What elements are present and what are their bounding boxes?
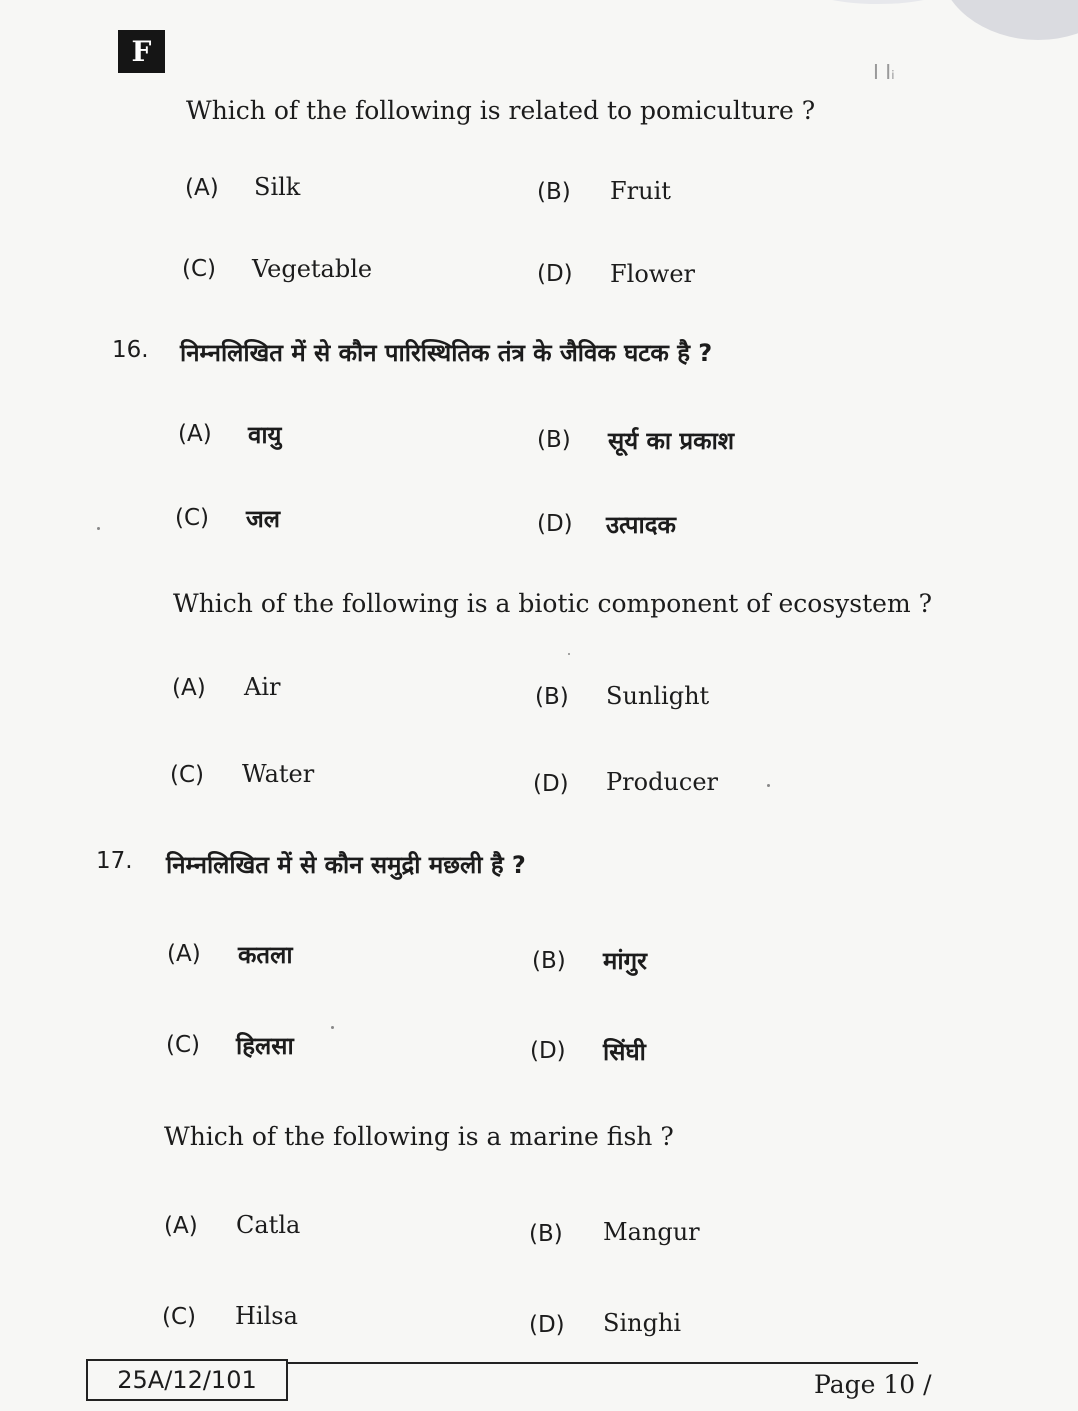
option-d-label: (D)	[537, 261, 573, 287]
option-b-label: (B)	[537, 427, 571, 453]
option-c-text: जल	[246, 505, 281, 533]
option-c-label: (C)	[162, 1304, 197, 1330]
option-a-label: (A)	[185, 175, 219, 201]
option-d-text: Singhi	[603, 1309, 682, 1337]
option-d-label: (D)	[530, 1038, 566, 1064]
question-17-en-text: Which of the following is a marine fish ?	[164, 1122, 674, 1151]
option-a-text: Air	[244, 673, 281, 701]
set-badge: F	[118, 30, 165, 73]
option-a-label: (A)	[178, 421, 212, 447]
scan-speck	[331, 1026, 334, 1029]
option-b-label: (B)	[537, 179, 571, 205]
option-c-text: Water	[242, 760, 315, 788]
question-15-en-text: Which of the following is related to pomiculture ?	[186, 96, 816, 125]
scan-speck	[767, 784, 770, 787]
option-a-text: वायु	[248, 421, 282, 449]
option-c-text: Vegetable	[252, 255, 373, 283]
page-number: Page 10 /	[814, 1370, 932, 1399]
question-16-hi-text: निम्नलिखित में से कौन पारिस्थितिक तंत्र के जैविक घटक है ?	[180, 339, 713, 367]
option-d-label: (D)	[537, 511, 573, 537]
option-a-text: कतला	[238, 941, 293, 969]
option-a-label: (A)	[164, 1213, 198, 1239]
option-a-text: Catla	[236, 1211, 301, 1239]
option-d-text: सिंघी	[603, 1038, 646, 1066]
option-b-text: Sunlight	[606, 682, 710, 710]
scan-speck	[97, 527, 100, 530]
option-d-text: Producer	[606, 768, 719, 796]
option-d-label: (D)	[529, 1312, 565, 1338]
option-c-text: हिलसा	[236, 1032, 294, 1060]
question-16-number: 16.	[112, 337, 149, 363]
option-b-text: मांगुर	[603, 947, 647, 975]
paper-code: 25A/12/101	[86, 1359, 288, 1401]
page-corner-shadow-top	[798, 0, 958, 4]
option-c-label: (C)	[170, 762, 205, 788]
option-a-label: (A)	[172, 675, 206, 701]
margin-mark: I Iᵢ	[873, 60, 895, 84]
option-d-text: उत्पादक	[606, 511, 676, 539]
option-a-text: Silk	[254, 173, 301, 201]
option-c-label: (C)	[182, 256, 217, 282]
option-b-text: सूर्य का प्रकाश	[608, 427, 735, 455]
option-c-label: (C)	[175, 505, 210, 531]
option-d-text: Flower	[610, 260, 695, 288]
option-b-label: (B)	[532, 948, 566, 974]
question-17-hi-text: निम्नलिखित में से कौन समुद्री मछली है ?	[166, 851, 526, 879]
option-c-label: (C)	[166, 1032, 201, 1058]
option-d-label: (D)	[533, 771, 569, 797]
question-16-en-text: Which of the following is a biotic component of ecosystem ?	[173, 589, 933, 618]
option-b-label: (B)	[535, 684, 569, 710]
option-b-label: (B)	[529, 1221, 563, 1247]
option-c-text: Hilsa	[235, 1302, 298, 1330]
option-b-text: Fruit	[610, 177, 671, 205]
scan-speck	[568, 653, 570, 655]
question-17-number: 17.	[96, 848, 133, 874]
option-b-text: Mangur	[603, 1218, 700, 1246]
option-a-label: (A)	[167, 941, 201, 967]
page-corner-shadow	[938, 0, 1078, 40]
